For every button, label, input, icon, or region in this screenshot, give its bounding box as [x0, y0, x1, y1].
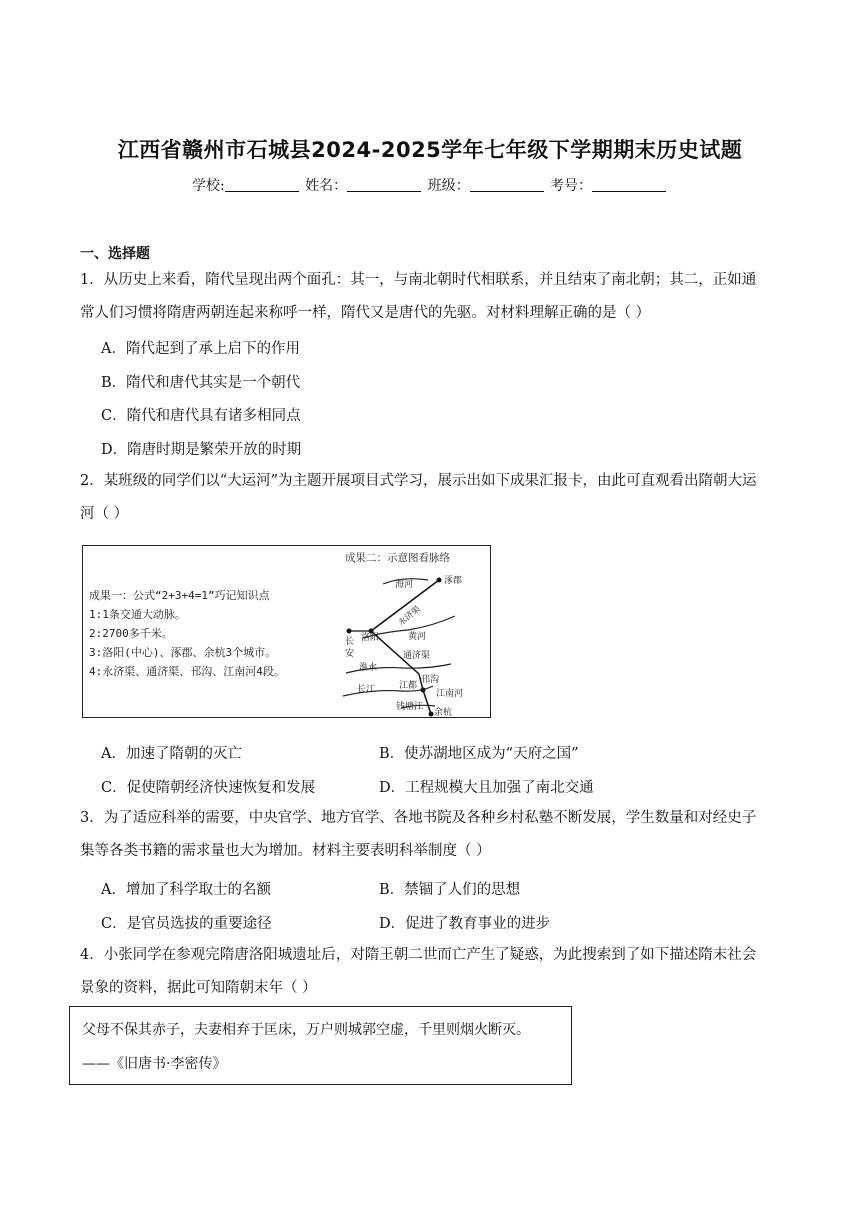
haihe-label: 海河: [395, 580, 414, 590]
grand-canal-report-card: [82, 545, 491, 718]
hangou-label: 邗沟: [421, 675, 440, 685]
huaishui-label: 淮水: [359, 663, 378, 673]
question-4-stem: [80, 939, 784, 1005]
changan-label-1: 长: [345, 637, 355, 647]
question-3-stem: [80, 802, 784, 868]
q2-option-d[interactable]: D．工程规模大且加强了南北交通: [379, 780, 594, 796]
huanghe-label: 黄河: [408, 632, 427, 642]
quote-source: ——《旧唐书·李密传》: [82, 1056, 227, 1072]
question-stem-line: 常人们习惯将隋唐两朝连起来称呼一样，隋代又是唐代的先驱。对材料理解正确的是（ ）: [80, 305, 651, 321]
zhuojun-label: 涿郡: [444, 576, 463, 586]
q1-option-b[interactable]: B．隋代和唐代其实是一个朝代: [101, 375, 301, 391]
result-one-title: 成果一：公式“2+3+4=1”巧记知识点: [89, 589, 270, 602]
question-stem-line: 集等各类书籍的需求量也大为增加。材料主要表明科举制度（ ）: [80, 843, 491, 859]
jiangnanhe-label: 江南河: [436, 689, 464, 699]
result-one-line: 1:1条交通大动脉。: [89, 608, 186, 621]
jiangdu-label: 江都: [399, 681, 418, 691]
name-label: 姓名：: [305, 178, 348, 194]
changan-label-2: 安: [345, 649, 355, 659]
grand-canal-map: [83, 546, 492, 719]
exam-title: 江西省赣州市石城县2024-2025学年七年级下学期期末历史试题: [117, 138, 743, 162]
result-one-line: 3:洛阳(中心)、涿郡、余杭3个城市。: [89, 646, 277, 659]
changjiang-label: 长江: [357, 685, 376, 695]
q2-option-b[interactable]: B．使苏湖地区成为“天府之国”: [379, 746, 579, 762]
q1-option-c[interactable]: C．隋代和唐代具有诸多相同点: [101, 408, 301, 424]
result-two-title: 成果二：示意图看脉络: [345, 552, 450, 564]
q3-option-a[interactable]: A．增加了科学取士的名额: [101, 882, 271, 898]
question-stem-line: 3．为了适应科举的需要，中央官学、地方官学、各地书院及各种乡村私塾不断发展，学生数量和对经史子: [80, 810, 757, 826]
question-stem-line: 河（ ）: [80, 506, 129, 522]
zhuojun-dot: [437, 578, 442, 583]
result-one-line: 2:2700多千米。: [89, 627, 173, 640]
q1-option-d[interactable]: D．隋唐时期是繁荣开放的时期: [101, 442, 302, 458]
q3-option-c[interactable]: C．是官员选拔的重要途径: [101, 916, 272, 932]
q3-option-b[interactable]: B．禁锢了人们的思想: [379, 882, 521, 898]
question-stem-line: 1．从历史上来看，隋代呈现出两个面孔：其一，与南北朝时代相联系，并且结束了南北朝；其二，正如通: [80, 272, 757, 288]
changan-dot: [347, 629, 352, 634]
student-info-line: [0, 175, 860, 195]
exam-number-blank[interactable]: [592, 177, 666, 192]
q2-option-a[interactable]: A．加速了隋朝的灭亡: [101, 746, 242, 762]
source-quote-box: [69, 1006, 572, 1085]
yuhang-dot: [429, 712, 434, 717]
name-blank[interactable]: [347, 177, 421, 192]
section-title: 一、选择题: [80, 246, 150, 262]
q2-option-c[interactable]: C．促使隋朝经济快速恢复和发展: [101, 780, 316, 796]
q1-option-a[interactable]: A．隋代起到了承上启下的作用: [101, 341, 300, 357]
class-label: 班级：: [427, 178, 470, 194]
yongjiqu-label: 永济渠: [396, 604, 423, 629]
result-one-line: 4:永济渠、通济渠、邗沟、江南河4段。: [89, 665, 285, 678]
jiangnan-canal-line: [423, 690, 431, 714]
school-blank[interactable]: [225, 177, 299, 192]
q3-option-d[interactable]: D．促进了教育事业的进步: [379, 916, 551, 932]
question-stem-line: 景象的资料，据此可知隋朝末年（ ）: [80, 980, 317, 996]
question-stem-line: 2．某班级的同学们以“大运河”为主题开展项目式学习，展示出如下成果汇报卡，由此可直观看出隋朝大运: [80, 473, 757, 489]
quote-text: 父母不保其赤子，夫妻相弃于匡床，万户则城郭空虚，千里则烟火断灭。: [82, 1022, 530, 1038]
jiangdu-dot: [421, 688, 426, 693]
yuhang-label: 余杭: [434, 708, 453, 718]
luoyang-label: 洛阳: [361, 633, 380, 643]
class-blank[interactable]: [470, 177, 544, 192]
qiantangjiang-label: 钱塘江: [396, 702, 424, 712]
exam-number-label: 考号：: [550, 178, 593, 194]
tongjiqu-label: 通济渠: [403, 651, 431, 661]
question-2-stem: [80, 465, 784, 531]
question-1-stem: [80, 264, 784, 330]
school-label: 学校:: [191, 178, 225, 194]
question-stem-line: 4．小张同学在参观完隋唐洛阳城遗址后，对隋王朝二世而亡产生了疑惑，为此搜索到了如下描述隋末社会: [80, 947, 757, 963]
